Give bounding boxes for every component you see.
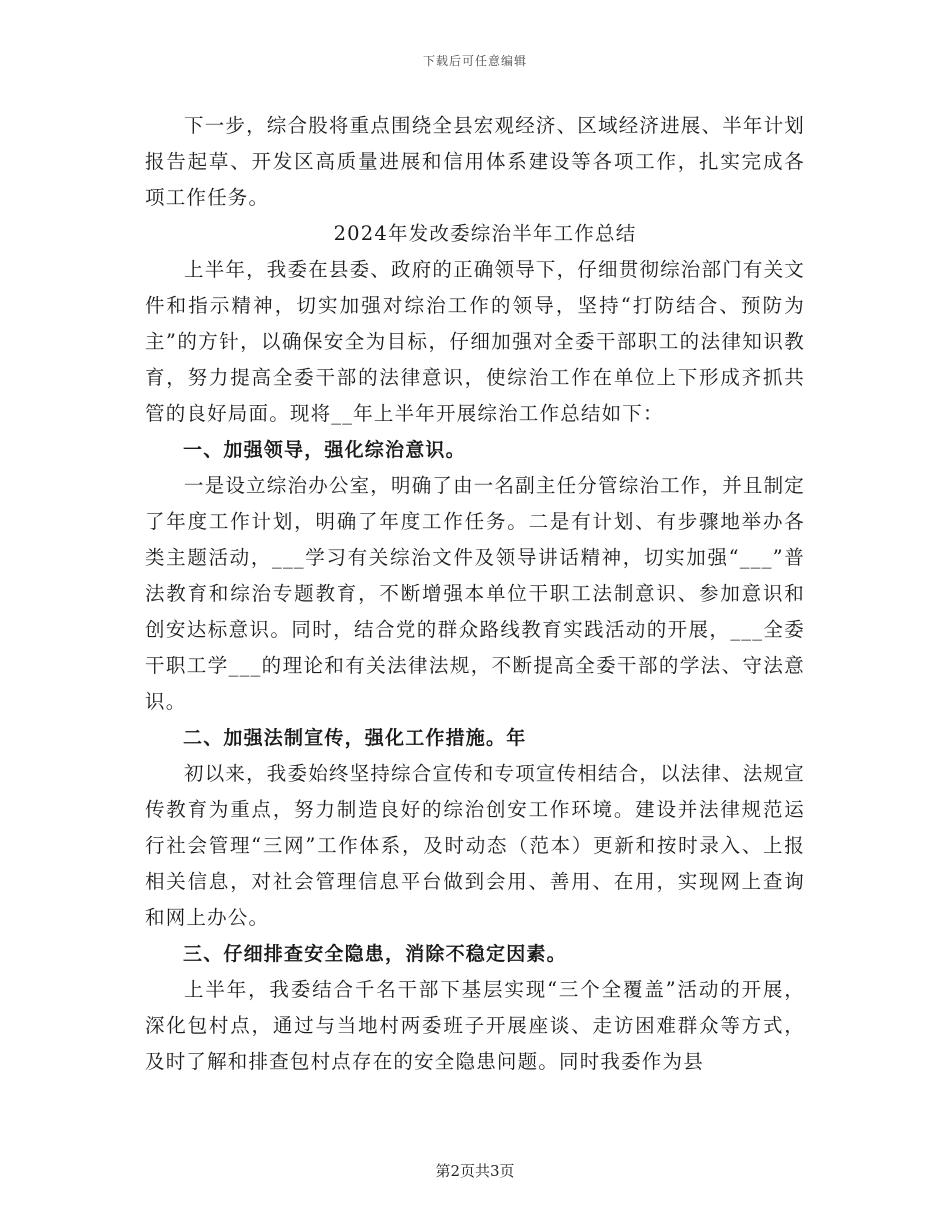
section-heading-3: 三、仔细排查安全隐患，消除不稳定因素。: [183, 943, 567, 965]
paragraph-1: 上半年，我委在县委、政府的正确领导下，仔细贯彻综治部门有关文件和指示精神，切实加强对综治工作的领导，坚持“打防结合、预防为主”的方针，以确保安全为目标，仔细加强对全委干部职工的法律知识教育，努力提高全委干部的法律意识，使综治工作在单位上下形成齐抓共管的良好局面。现将__年上半年开展综治工作总结如下：: [145, 258, 806, 425]
intro-paragraph: 下一步，综合股将重点围绕全县宏观经济、区域经济进展、半年计划报告起草、开发区高质量进展和信用体系建设等各项工作，扎实完成各项工作任务。: [145, 114, 806, 209]
paragraph-2: 一是设立综治办公室，明确了由一名副主任分管综治工作，并且制定了年度工作计划，明确了年度工作任务。二是有计划、有步骤地举办各类主题活动，___学习有关综治文件及领导讲话精神，切实加强“___”普法教育和综治专题教育，不断增强本单位干职工法制意识、参加意识和创安达标意识。同时，结合党的群众路线教育实践活动的开展，___全委干职工学___的理论和有关法律法规，不断提高全委干部的学法、守法意识。: [145, 474, 806, 713]
paragraph-3: 初以来，我委始终坚持综合宣传和专项宣传相结合，以法律、法规宣传教育为重点，努力制造良好的综治创安工作环境。建设并法律规范运行社会管理“三网”工作体系，及时动态（范本）更新和按时录入、上报相关信息，对社会管理信息平台做到会用、善用、在用，实现网上查询和网上办公。: [145, 762, 806, 929]
section-heading-1: 一、加强领导，强化综治意识。: [183, 439, 466, 461]
section-heading-2: 二、加强法制宣传，强化工作措施。年: [183, 727, 527, 749]
page-header: 下载后可任意编辑: [422, 54, 527, 68]
paragraph-4: 上半年，我委结合千名干部下基层实现“三个全覆盖”活动的开展，深化包村点，通过与当地村两委班子开展座谈、走访困难群众等方式，及时了解和排查包村点存在的安全隐患问题。同时我委作为县: [145, 978, 805, 1073]
document-body: [145, 108, 805, 1080]
document-title: 2024年发改委综治半年工作总结: [333, 222, 637, 245]
page-footer: 第2页共3页: [435, 1162, 515, 1180]
